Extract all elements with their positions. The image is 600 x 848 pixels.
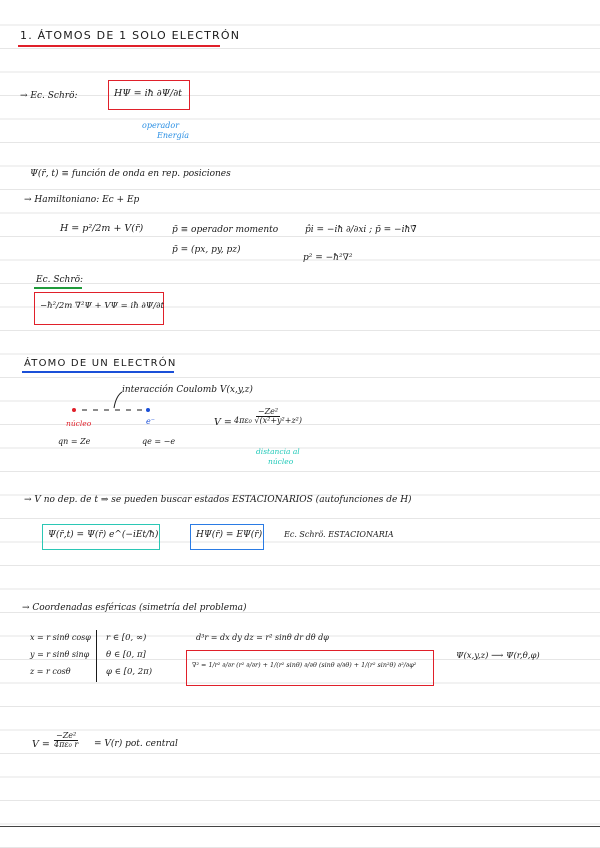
nucleus-label: núcleo [66, 419, 92, 428]
section2-title: ÁTOMO DE UN ELECTRÓN [24, 358, 177, 369]
hamiltonian-equation: H = p²/2m + V(r̄) [60, 223, 144, 234]
coordinate-map: Ψ(x,y,z) ⟶ Ψ(r,θ,φ) [456, 651, 540, 661]
coordinate-divider [96, 630, 97, 682]
central-potential-denominator: 4πε₀ r [54, 740, 79, 749]
eigen-equation: HΨ(r̄) = EΨ(r̄) [196, 530, 263, 540]
momentum-components: p̄ = (px, py, pz) [172, 245, 241, 255]
electron-charge: qe = −e [142, 437, 176, 446]
energy-operator-label-2: Energía [157, 131, 189, 140]
theta-range: θ ∈ [0, π] [106, 650, 146, 660]
energy-operator-label: operador [142, 121, 180, 130]
potential-denominator: 4πε₀ √(x²+y²+z²) [234, 416, 303, 425]
schro2-underline [34, 287, 82, 289]
schro2-equation: −ħ²/2m ∇²Ψ + VΨ = iħ ∂Ψ/∂t [40, 301, 164, 311]
x-definition: x = r sinθ cosφ [30, 633, 91, 642]
coulomb-label: interacción Coulomb V(x,y,z) [122, 385, 253, 395]
electron-label: e⁻ [146, 417, 155, 426]
central-potential-rhs: = V(r) pot. central [94, 739, 178, 749]
r-range: r ∈ [0, ∞) [106, 633, 147, 643]
z-definition: z = r cosθ [30, 667, 71, 676]
central-potential-lhs: V = [32, 739, 50, 750]
schro2-label: Ec. Schrö: [36, 275, 84, 285]
distance-label-2: núcleo [268, 457, 294, 466]
momentum-squared: p² = −ħ²∇² [303, 253, 353, 263]
schro-label: → Ec. Schrö: [20, 91, 78, 101]
wavefunction-text: Ψ(r̄, t) ≡ función de onda en rep. posiciones [30, 169, 231, 179]
momentum-component-operator: p̂i = −iħ ∂/∂xi ; [305, 225, 373, 235]
y-definition: y = r sinθ sinφ [30, 650, 90, 659]
nucleus-dot [72, 408, 76, 412]
potential-lhs: V = [214, 417, 232, 428]
hamiltonian-label: → Hamiltoniano: Ec + Ep [24, 195, 140, 205]
potential-numerator: −Ze² [257, 407, 279, 416]
distance-label: distancia al [256, 447, 300, 456]
central-potential-fraction [52, 732, 80, 749]
volume-element: d³r = dx dy dz = r² sinθ dr dθ dφ [196, 633, 329, 642]
momentum-definition: p̄ ≡ operador momento [172, 225, 279, 235]
stationary-text: → V no dep. de t ⇒ se pueden buscar estados ESTACIONARIOS (autofunciones de H) [24, 495, 412, 505]
laplacian: ∇² = 1/r² ∂/∂r (r² ∂/∂r) + 1/(r² sinθ) ∂/∂θ (sinθ ∂/∂θ) + 1/(r² sin²θ) ∂²/∂φ² [192, 661, 417, 669]
phi-range: φ ∈ [0, 2π) [106, 667, 153, 677]
momentum-gradient: p̄ = −iħ∇̄ [375, 225, 417, 235]
central-potential-numerator: −Ze² [56, 731, 77, 740]
coulomb-arrow [60, 386, 160, 422]
nucleus-electron-line [78, 406, 148, 414]
stationary-psi: Ψ(r̄,t) = Ψ(r̄) e^(−iEt/ħ) [48, 530, 159, 540]
title-underline [18, 45, 220, 47]
section-title: 1. ÁTOMOS DE 1 SOLO ELECTRÓN [20, 29, 241, 42]
electron-dot [146, 408, 150, 412]
potential-fraction [232, 408, 304, 425]
page-bottom-rule [0, 826, 600, 827]
stationary-label: Ec. Schrö. ESTACIONARIA [284, 530, 394, 539]
spherical-text: → Coordenadas esféricas (simetría del problema) [22, 603, 247, 613]
section2-underline [22, 371, 174, 373]
nucleus-charge: qn = Ze [58, 437, 91, 446]
schro-equation: HΨ = iħ ∂Ψ/∂t [114, 88, 182, 99]
